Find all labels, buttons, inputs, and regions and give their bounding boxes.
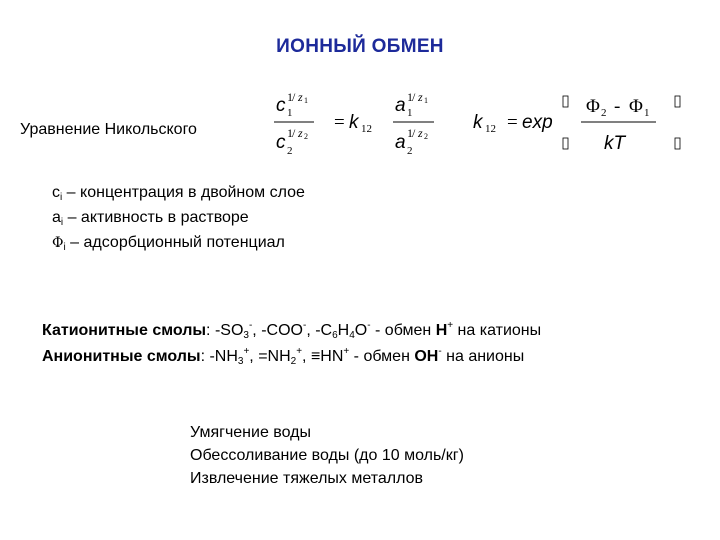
definition-potential: $\Phi_i$ – адсорбционный потенциал [52, 234, 285, 253]
svg-text:kT: kT [604, 133, 626, 154]
application-item: Умягчение воды [190, 424, 311, 441]
svg-text:Φ: Φ [586, 96, 600, 117]
svg-text:z: z [418, 126, 423, 140]
definition-activity: $a_i$ – активность в растворе [52, 209, 249, 228]
svg-text:z: z [298, 90, 303, 104]
anion-resins-line: Анионитные смолы: $-NH_3^+$, $=NH_2^+$, ≡HN+ - обмен OH- на анионы [42, 346, 525, 367]
svg-text:z: z [298, 126, 303, 140]
svg-text:c: c [276, 132, 286, 153]
svg-text:2: 2 [304, 132, 308, 141]
svg-text:c: c [276, 95, 286, 116]
svg-text:/: / [412, 126, 416, 140]
applications-list [190, 421, 464, 490]
svg-text:1: 1 [287, 90, 293, 104]
svg-text:k: k [473, 112, 483, 133]
svg-text:a: a [395, 132, 406, 153]
svg-text:Φ: Φ [629, 96, 643, 117]
svg-text:1: 1 [424, 96, 428, 105]
svg-text:=: = [334, 112, 345, 133]
svg-text:1: 1 [644, 107, 650, 119]
svg-text:=: = [507, 112, 518, 133]
svg-text:/: / [292, 126, 296, 140]
svg-text:exp: exp [522, 112, 553, 133]
svg-text:12: 12 [485, 123, 496, 135]
svg-text:1: 1 [304, 96, 308, 105]
equation-label: Уравнение Никольского [20, 121, 197, 138]
definition-concentration: $c_i$ – концентрация в двойном слое [52, 184, 305, 203]
svg-text:a: a [395, 95, 406, 116]
svg-text:2: 2 [424, 132, 428, 141]
definitions [52, 180, 305, 256]
svg-text:2: 2 [601, 107, 607, 119]
exp-formula [473, 96, 680, 154]
svg-text:1: 1 [287, 126, 293, 140]
cation-resins-line: Катионитные смолы: $-SO_3^-$, -COO-, $-C_6H_4O^-$ - обмен H+ на катионы [42, 320, 542, 341]
svg-text:2: 2 [407, 145, 413, 157]
right-fraction [393, 90, 434, 157]
svg-text:2: 2 [287, 145, 293, 157]
svg-text:/: / [412, 90, 416, 104]
resins-block [42, 318, 541, 370]
application-item: Извлечение тяжелых металлов [190, 470, 424, 487]
application-item: Обессоливание воды (до 10 моль/кг) [190, 447, 464, 464]
svg-text:1: 1 [407, 126, 413, 140]
svg-text:1: 1 [287, 107, 293, 119]
svg-text:12: 12 [361, 123, 372, 135]
left-fraction [274, 90, 314, 157]
svg-text:/: / [292, 90, 296, 104]
page-title: ИОННЫЙ ОБМЕН [276, 36, 444, 57]
svg-text:k: k [349, 112, 359, 133]
svg-text:1: 1 [407, 107, 413, 119]
svg-text:-: - [614, 96, 621, 117]
nikolsky-formula [268, 84, 698, 164]
svg-text:1: 1 [407, 90, 413, 104]
svg-text:z: z [418, 90, 423, 104]
